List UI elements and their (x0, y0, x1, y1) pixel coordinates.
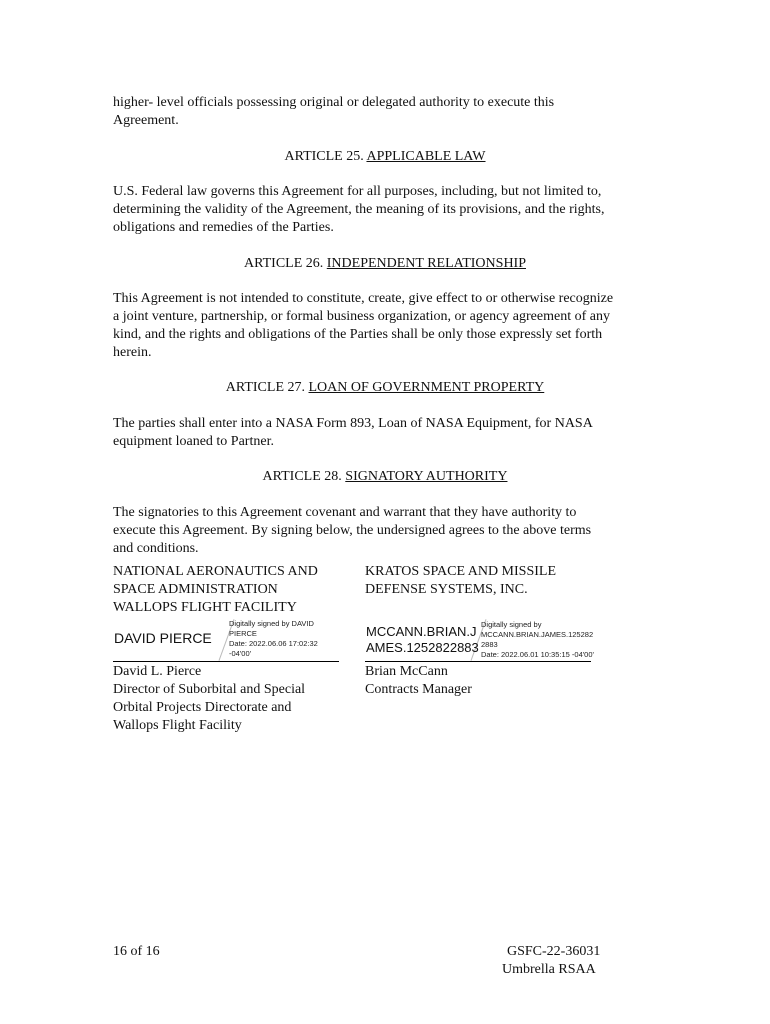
article-heading: ARTICLE 25. APPLICABLE LAW (284, 149, 486, 164)
article-line: and conditions. (113, 541, 199, 556)
article-heading: ARTICLE 26. INDEPENDENT RELATIONSHIP (244, 256, 526, 271)
signature-detail: Digitally signed by (481, 620, 542, 629)
intro-line: higher- level officials possessing original or delegated authority to execute this (113, 95, 555, 110)
signature-line (365, 661, 591, 662)
article-line: The parties shall enter into a NASA Form 893, Loan of NASA Equipment, for NASA (113, 416, 593, 431)
signature-detail: Date: 2022.06.01 10:35:15 -04'00' (481, 650, 594, 659)
document-type: Umbrella RSAA (502, 962, 596, 977)
article-line: obligations and remedies of the Parties. (113, 220, 334, 235)
article-line: a joint venture, partnership, or formal business organization, or agency agreement of any (113, 309, 610, 324)
article-line: kind, and the rights and obligations of the Parties shall be only those expressly set forth (113, 327, 603, 342)
signature-name: DAVID PIERCE (114, 630, 212, 646)
signature-line (113, 661, 339, 662)
signature-name: AMES.1252822883 (366, 640, 479, 655)
signer-name: Brian McCann (365, 664, 448, 679)
article-line: The signatories to this Agreement covenant and warrant that they have authority to (113, 505, 577, 520)
org-line: KRATOS SPACE AND MISSILE (365, 564, 556, 579)
page-number: 16 of 16 (113, 944, 160, 959)
article-line: determining the validity of the Agreement, the meaning of its provisions, and the rights, (113, 202, 605, 217)
signature-name: MCCANN.BRIAN.J (366, 624, 477, 639)
org-line: WALLOPS FLIGHT FACILITY (113, 600, 297, 615)
signature-detail: 2883 (481, 640, 498, 649)
signature-detail: MCCANN.BRIAN.JAMES.125282 (481, 630, 594, 639)
org-line: SPACE ADMINISTRATION (113, 582, 278, 597)
signer-title: Director of Suborbital and Special (113, 682, 306, 697)
signature-detail: -04'00' (229, 649, 252, 658)
article-line: equipment loaned to Partner. (113, 434, 274, 449)
org-line: DEFENSE SYSTEMS, INC. (365, 582, 528, 597)
signature-detail: PIERCE (229, 629, 257, 638)
article-line: U.S. Federal law governs this Agreement for all purposes, including, but not limited to, (113, 184, 602, 199)
article-heading: ARTICLE 27. LOAN OF GOVERNMENT PROPERTY (225, 380, 545, 395)
article-line: This Agreement is not intended to constitute, create, give effect to or otherwise recognize (113, 291, 614, 306)
signer-title: Orbital Projects Directorate and (113, 700, 292, 715)
signer-title: Contracts Manager (365, 682, 472, 697)
org-line: NATIONAL AERONAUTICS AND (113, 564, 318, 579)
article-heading: ARTICLE 28. SIGNATORY AUTHORITY (262, 469, 508, 484)
intro-line: Agreement. (113, 113, 179, 128)
article-line: herein. (113, 345, 152, 360)
article-line: execute this Agreement. By signing below, the undersigned agrees to the above terms (113, 523, 592, 538)
signer-name: David L. Pierce (113, 664, 202, 679)
signature-detail: Date: 2022.06.06 17:02:32 (229, 639, 318, 648)
signature-detail: Digitally signed by DAVID (229, 619, 314, 628)
document-id: GSFC-22-36031 (507, 944, 601, 959)
signer-title: Wallops Flight Facility (113, 718, 242, 733)
